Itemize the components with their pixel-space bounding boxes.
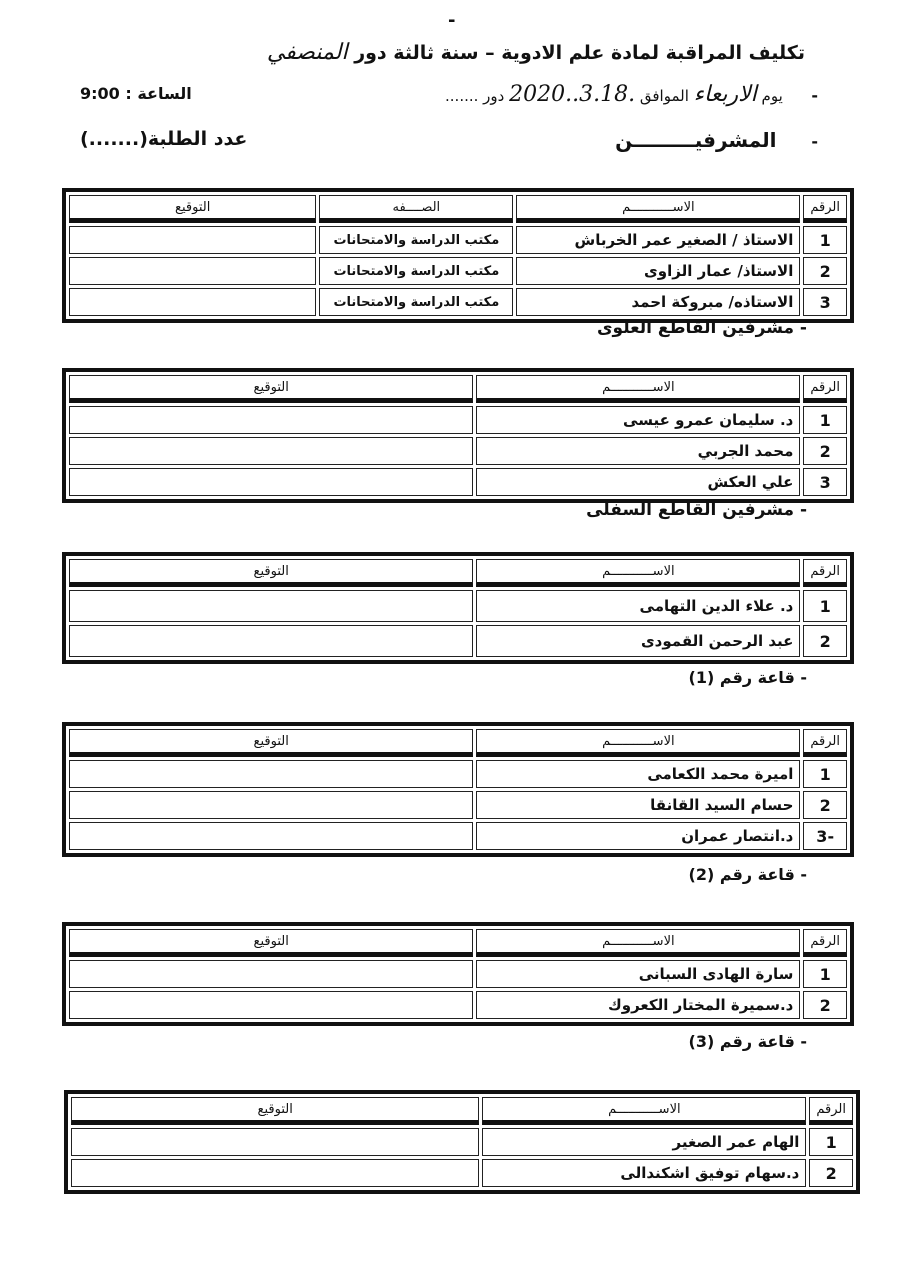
row-num: 1 bbox=[803, 590, 847, 622]
table-row bbox=[69, 625, 847, 657]
row-num: 3 bbox=[803, 288, 847, 316]
row-num: 2 bbox=[809, 1159, 853, 1187]
students-count: عدد الطلبة(.......) bbox=[80, 128, 248, 150]
upper-block-table bbox=[62, 368, 854, 503]
table-row bbox=[69, 822, 847, 850]
exam-time: الساعة : 9:00 bbox=[80, 84, 192, 103]
section-hall-2: - قاعة رقم (2) bbox=[688, 865, 807, 884]
row-num: 2 bbox=[803, 625, 847, 657]
row-name: د.سميرة المختار الكعروك bbox=[476, 991, 800, 1019]
row-num: 1 bbox=[803, 960, 847, 988]
header-signature: التوقيع bbox=[69, 375, 473, 403]
row-name: د. سليمان عمرو عيسى bbox=[476, 406, 800, 434]
header-name: الاســـــــــــم bbox=[476, 559, 800, 587]
lower-block-table bbox=[62, 552, 854, 664]
row-name: الهام عمر الصغير bbox=[482, 1128, 806, 1156]
supervisors-line-dash: - bbox=[811, 132, 818, 151]
row-name: الاستاذه/ مبروكة احمد bbox=[516, 288, 800, 316]
date-line bbox=[445, 82, 818, 107]
header-signature: التوقيع bbox=[69, 729, 473, 757]
table-row bbox=[69, 991, 847, 1019]
signature-cell[interactable] bbox=[69, 991, 473, 1019]
row-name: د. علاء الدين التهامى bbox=[476, 590, 800, 622]
date-line-dash: - bbox=[811, 86, 818, 105]
table-row bbox=[71, 1128, 853, 1156]
header-name: الاســـــــــــم bbox=[476, 729, 800, 757]
header-num: الرقم bbox=[803, 929, 847, 957]
header-name: الاســـــــــــم bbox=[516, 195, 800, 223]
header-num: الرقم bbox=[809, 1097, 853, 1125]
signature-cell[interactable] bbox=[69, 822, 473, 850]
row-name: د.انتصار عمران bbox=[476, 822, 800, 850]
signature-cell[interactable] bbox=[69, 468, 473, 496]
row-num: 1 bbox=[809, 1128, 853, 1156]
supervisors-label: المشرفيـــــــــن bbox=[615, 128, 777, 152]
title-handwritten-session: المنصفي bbox=[266, 40, 348, 65]
row-role: مكتب الدراسة والامتحانات bbox=[319, 288, 513, 316]
header-name: الاســـــــــــم bbox=[476, 929, 800, 957]
row-num: 1 bbox=[803, 406, 847, 434]
header-num: الرقم bbox=[803, 559, 847, 587]
top-mark: - bbox=[448, 10, 456, 31]
row-num: -3 bbox=[803, 822, 847, 850]
signature-cell[interactable] bbox=[69, 437, 473, 465]
row-num: 2 bbox=[803, 791, 847, 819]
header-signature: التوقيع bbox=[71, 1097, 479, 1125]
day-handwritten: الاربعاء bbox=[693, 82, 757, 107]
signature-cell[interactable] bbox=[69, 760, 473, 788]
header-num: الرقم bbox=[803, 375, 847, 403]
table-row bbox=[69, 760, 847, 788]
row-name: محمد الجربي bbox=[476, 437, 800, 465]
table-row bbox=[69, 226, 847, 254]
signature-cell[interactable] bbox=[71, 1128, 479, 1156]
date-handwritten: .3.18..2020 bbox=[509, 82, 636, 107]
table-row bbox=[69, 791, 847, 819]
supervisors-line bbox=[615, 128, 818, 152]
signature-cell[interactable] bbox=[69, 406, 473, 434]
signature-cell[interactable] bbox=[69, 960, 473, 988]
signature-cell[interactable] bbox=[69, 625, 473, 657]
table-header-row bbox=[69, 195, 847, 223]
table-row bbox=[69, 960, 847, 988]
header-role: الصــــفه bbox=[319, 195, 513, 223]
header-signature: التوقيع bbox=[69, 929, 473, 957]
row-num: 1 bbox=[803, 760, 847, 788]
row-num: 1 bbox=[803, 226, 847, 254]
header-num: الرقم bbox=[803, 195, 847, 223]
hall-3-table bbox=[64, 1090, 860, 1194]
signature-cell[interactable] bbox=[69, 590, 473, 622]
section-hall-1: - قاعة رقم (1) bbox=[688, 668, 807, 687]
row-num: 2 bbox=[803, 257, 847, 285]
row-name: د.سهام توفيق اشكندالى bbox=[482, 1159, 806, 1187]
row-name: اميرة محمد الكعامى bbox=[476, 760, 800, 788]
row-name: الاستاذ/ عمار الزاوى bbox=[516, 257, 800, 285]
signature-cell[interactable] bbox=[69, 257, 316, 285]
hall-2-table bbox=[62, 922, 854, 1026]
table-header-row bbox=[69, 929, 847, 957]
day-label: يوم bbox=[761, 87, 783, 105]
signature-cell[interactable] bbox=[69, 791, 473, 819]
table-header-row bbox=[69, 729, 847, 757]
section-upper-block: - مشرفين القاطع العلوى bbox=[596, 318, 807, 338]
title-text: تكليف المراقبة لمادة علم الادوية – سنة ثالثة دور bbox=[354, 42, 805, 64]
section-hall-3: - قاعة رقم (3) bbox=[688, 1032, 807, 1051]
header-signature: التوقيع bbox=[69, 559, 473, 587]
office-supervisors-table bbox=[62, 188, 854, 323]
header-name: الاســـــــــــم bbox=[482, 1097, 806, 1125]
table-header-row bbox=[69, 375, 847, 403]
header-signature: التوقيع bbox=[69, 195, 316, 223]
table-row bbox=[71, 1159, 853, 1187]
table-row bbox=[69, 288, 847, 316]
date-label: الموافق bbox=[639, 87, 689, 105]
row-role: مكتب الدراسة والامتحانات bbox=[319, 257, 513, 285]
table-row bbox=[69, 257, 847, 285]
session-label: دور ....... bbox=[445, 87, 505, 105]
hall-1-table bbox=[62, 722, 854, 857]
row-num: 2 bbox=[803, 991, 847, 1019]
row-name: علي العكش bbox=[476, 468, 800, 496]
table-row bbox=[69, 468, 847, 496]
table-row bbox=[69, 590, 847, 622]
table-row bbox=[69, 406, 847, 434]
row-role: مكتب الدراسة والامتحانات bbox=[319, 226, 513, 254]
section-lower-block: - مشرفين القاطع السفلى bbox=[586, 500, 807, 520]
row-name: عبد الرحمن القمودى bbox=[476, 625, 800, 657]
table-header-row bbox=[71, 1097, 853, 1125]
header-name: الاســـــــــــم bbox=[476, 375, 800, 403]
signature-cell[interactable] bbox=[69, 226, 316, 254]
row-name: الاستاذ / الصغير عمر الخرباش bbox=[516, 226, 800, 254]
table-header-row bbox=[69, 559, 847, 587]
document-title bbox=[267, 40, 805, 65]
header-num: الرقم bbox=[803, 729, 847, 757]
row-num: 2 bbox=[803, 437, 847, 465]
row-name: حسام السيد القانقا bbox=[476, 791, 800, 819]
row-name: سارة الهادى السبانى bbox=[476, 960, 800, 988]
signature-cell[interactable] bbox=[69, 288, 316, 316]
table-row bbox=[69, 437, 847, 465]
row-num: 3 bbox=[803, 468, 847, 496]
signature-cell[interactable] bbox=[71, 1159, 479, 1187]
